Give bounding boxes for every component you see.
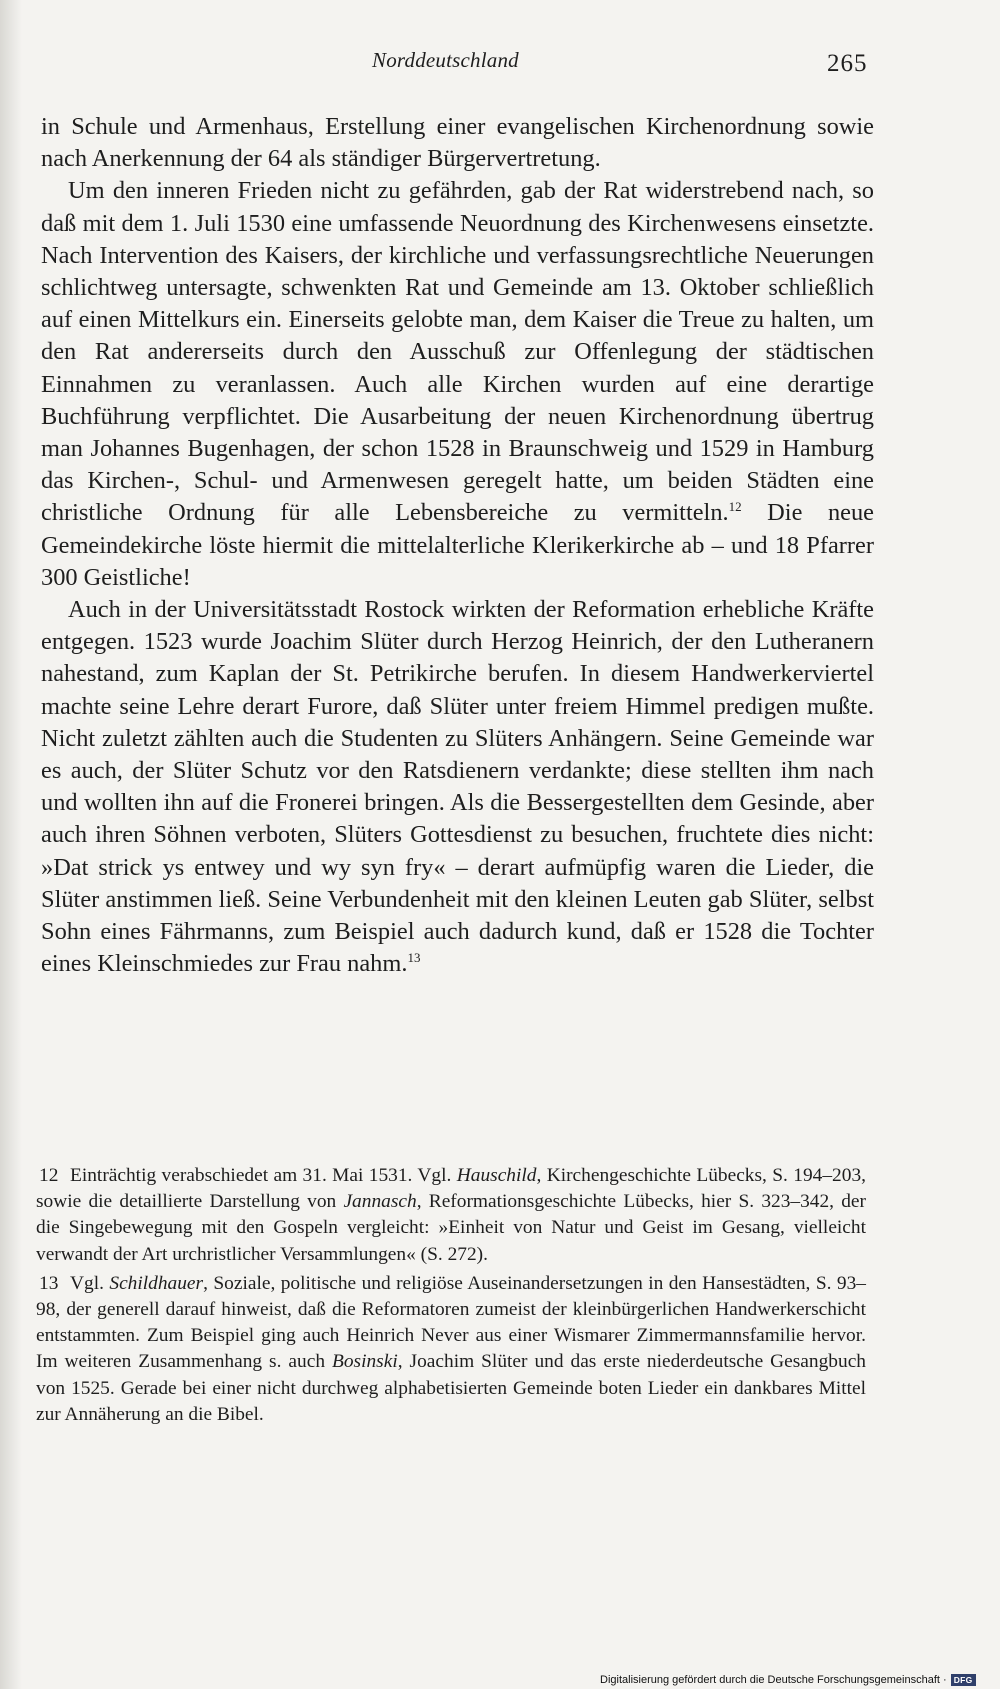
footnote-text: Vgl.	[70, 1272, 110, 1294]
paragraph-text: Auch in der Universitätsstadt Rostock wirkten der Reformation erhebliche Kräfte entgegen. 1523 wurde Joachim Slüter durch Herzog Heinrich, der den Lutheranern nahestand, zum Kaplan der St. Petrikirche berufen. In diesem Handwerkerviertel machte seine Lehre derart Furore, daß Slüter unter freiem Himmel predigen mußte. Nicht zuletzt zählten auch die Studenten zu Slüters Anhängern. Seine Gemeinde war es auch, der Slüter Schutz vor den Ratsdienern verdankte; diese stellten ihm nach und wollten ihn auf die Fronerei bringen. Als die Bessergestellten dem Gesinde, aber auch ihren Söhnen verboten, Slüters Gottesdienst zu besuchen, fruchtete dies nicht: »Dat strick ys entwey und wy syn fry« – derart aufmüpfig waren die Lieder, die Slüter anstimmen ließ. Seine Verbundenheit mit den kleinen Leuten gab Slüter, selbst Sohn eines Fährmanns, zum Beispiel auch dadurch kund, daß er 1528 die Tochter eines Kleinschmiedes zur Frau nahm.	[41, 596, 874, 978]
footnote-text: , Reformationsgeschichte Lübecks, hier S. 323–342, der die Singebewegung mit den Gospeln vergleicht: »Einheit von Natur und Geist im Gesang, vielleicht verwandt der Art urchristlicher Versammlungen« (S. 272).	[36, 1191, 866, 1265]
footnote-number: 12	[39, 1165, 59, 1186]
footnote-13	[36, 1271, 866, 1428]
paragraph-continued: in Schule und Armenhaus, Erstellung einer evangelischen Kirchenordnung sowie nach Anerkennung der 64 als ständiger Bürgervertretung.	[41, 113, 874, 173]
footnote-text: , Soziale, politische und religiöse Auseinandersetzungen in den Hansestädten, S. 93–98, der generell darauf hinweist, daß die Reformatoren zumeist der kleinbürgerlichen Handwerkerschicht entstammten. Zum Beispiel ging auch Heinrich Never aus einer Wismarer Zimmermannsfamilie hervor. Im weiteren Zusammenhang s. auch	[36, 1272, 866, 1373]
dfg-logo-icon: DFG	[951, 1674, 976, 1686]
main-text	[41, 111, 874, 980]
footnote-text: , Kirchengeschichte Lübecks, S. 194–203, sowie die detaillierte Darstellung von	[36, 1165, 866, 1213]
paragraph-luebeck	[41, 175, 874, 594]
page-gutter-shadow	[0, 0, 22, 1689]
page-number: 265	[827, 50, 868, 77]
running-head: Norddeutschland	[372, 48, 519, 72]
digitization-note: Digitalisierung gefördert durch die Deutsche Forschungsgemeinschaft ·	[600, 1674, 947, 1686]
paragraph-text-tail: Die neue Gemeindekirche löste hiermit die mittelalterliche Klerikerkirche ab – und 18 Pfarrer 300 Geistliche!	[41, 499, 874, 591]
author-name: Schildhauer	[109, 1272, 204, 1294]
footnote-number: 13	[39, 1272, 59, 1294]
paragraph-text: Um den inneren Frieden nicht zu gefährden, gab der Rat widerstrebend nach, so daß mit dem 1. Juli 1530 eine umfassende Neuordnung des Kirchenwesens einsetzte. Nach Intervention des Kaisers, der kirchliche und verfassungsrechtliche Neuerungen schlichtweg untersagte, schwenkten Rat und Gemeinde am 13. Oktober schließlich auf einen Mittelkurs ein. Einerseits gelobte man, dem Kaiser die Treue zu halten, um den Rat andererseits durch den Ausschuß zur Offenlegung der städtischen Einnahmen zu veranlassen. Auch alle Kirchen wurden auf eine derartige Buchführung verpflichtet. Die Ausarbeitung der neuen Kirchenordnung übertrug man Johannes Bugenhagen, der schon 1528 in Braunschweig und 1529 in Hamburg das Kirchen-, Schul- und Armenwesen geregelt hatte, um beiden Städten eine christliche Ordnung für alle Lebensbereiche zu vermitteln.	[41, 177, 874, 527]
author-name: Hauschild	[456, 1165, 537, 1186]
footnote-ref-13[interactable]: 13	[407, 950, 421, 966]
footnote-ref-12[interactable]: 12	[728, 499, 742, 515]
paragraph-rostock	[41, 594, 874, 980]
footnote-text: , Joachim Slüter und das erste niederdeutsche Gesangbuch von 1525. Gerade bei einer nicht durchweg alphabetisierten Gemeinde boten Lieder ein dankbares Mittel zur Annäherung an die Bibel.	[36, 1351, 866, 1425]
digitization-footer	[600, 1673, 976, 1689]
footnote-12	[36, 1163, 866, 1268]
author-name: Bosinski	[332, 1351, 398, 1373]
author-name: Jannasch	[343, 1191, 417, 1213]
footnote-text: Einträchtig verabschiedet am 31. Mai 1531. Vgl.	[70, 1165, 457, 1186]
footnotes	[36, 1163, 866, 1431]
